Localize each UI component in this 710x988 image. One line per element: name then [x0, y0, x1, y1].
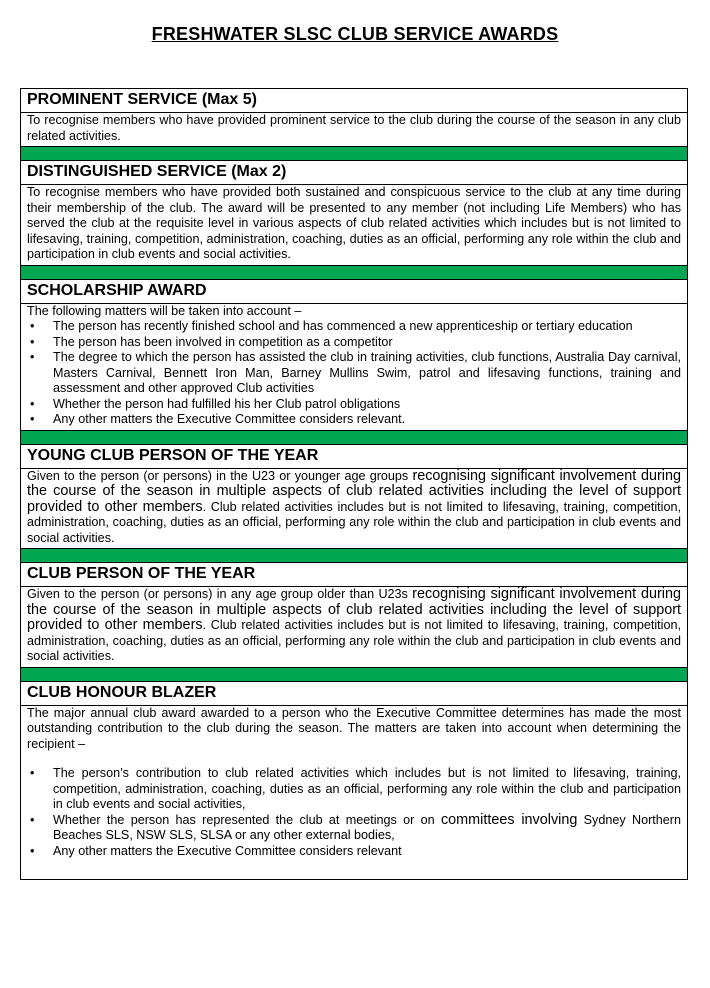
bullet-icon: • [30, 350, 35, 364]
text-run: . Club related activities includes but is not limited to lifesaving, training, competition, administration, coaching, duties as an official, performing any role within the club and participation in club events and social activities. [27, 499, 681, 545]
scholarship-bullet-list [27, 319, 681, 428]
section-body-blazer [21, 705, 688, 880]
spacer [27, 752, 681, 766]
bullet-icon: • [30, 766, 35, 780]
section-heading-club-person: CLUB PERSON OF THE YEAR [21, 563, 688, 587]
list-item [27, 844, 681, 860]
bullet-icon: • [30, 396, 35, 411]
green-separator [21, 265, 688, 279]
list-item [27, 397, 681, 413]
scholarship-intro: The following matters will be taken into account – [27, 303, 302, 318]
section-body-distinguished [21, 185, 688, 266]
bullet-text: The degree to which the person has assisted the club in training activities, club functions, Australia Day carnival, Masters Carnival, Bennett Iron Man, Barney Mullins Swim, patrol and lifesaving functions, training and assessment and other approved Club activities [53, 350, 681, 395]
bullet-icon: • [30, 334, 35, 349]
distinguished-text: To recognise members who have provided both sustained and conspicuous service to the club at any time during their membership of the club. The award will be presented to any member (not including Life Members) who has served the club at the requisite level in various aspects of club related activities which includes but is not limited to lifesaving, training, competition, administration, coaching, duties as an official, performing any role within the club and participation in club events and social activities. [27, 185, 681, 261]
list-item [27, 335, 681, 351]
bullet-icon: • [30, 843, 35, 858]
bullet-text: Any other matters the Executive Committee considers relevant. [53, 412, 406, 426]
bullet-icon: • [30, 319, 35, 333]
section-body-club-person [21, 587, 688, 668]
green-separator [21, 147, 688, 161]
text-run: Given to the person (or persons) in any age group older than U23s [27, 587, 413, 601]
section-heading-young-person: YOUNG CLUB PERSON OF THE YEAR [21, 444, 688, 468]
list-item [27, 766, 681, 813]
bullet-text: Any other matters the Executive Committee considers relevant [53, 843, 402, 858]
young-person-text [27, 469, 681, 547]
bullet-icon: • [30, 812, 35, 827]
section-heading-distinguished: DISTINGUISHED SERVICE (Max 2) [21, 161, 688, 185]
bullet-text: Whether the person had fulfilled his her Club patrol obligations [53, 396, 401, 411]
bullet-text: The person has been involved in competition as a competitor [53, 334, 393, 349]
text-run-large: recognising significant involvement during the course of the season in multiple aspects of club related activities including the level of support provided to other members [27, 467, 682, 515]
section-heading-blazer: CLUB HONOUR BLAZER [21, 681, 688, 705]
section-body-prominent [21, 113, 688, 147]
section-heading-prominent: PROMINENT SERVICE (Max 5) [21, 89, 688, 113]
bullet-text: The person has recently finished school and has commenced a new apprenticeship or tertiary education [53, 319, 633, 333]
awards-table [20, 88, 688, 880]
green-separator [21, 667, 688, 681]
text-run-large: committees involving [440, 811, 578, 828]
green-separator [21, 549, 688, 563]
list-item [27, 412, 681, 428]
list-item [27, 813, 681, 844]
list-item [27, 319, 681, 335]
list-item [27, 350, 681, 397]
text-run: . Club related activities includes but is not limited to lifesaving, training, competition, administration, coaching, duties as an official, performing any role within the club and participation in club events and social activities. [27, 618, 681, 663]
bullet-text: Sydney Northern Beaches SLS, NSW SLS, SLSA or any other external bodies, [53, 812, 681, 842]
text-run: Given to the person (or persons) in the U23 or younger age groups [27, 468, 413, 483]
bullet-text: The person’s contribution to club related activities which includes but is not limited to lifesaving, training, competition, administration, coaching, duties as an official, performing any role within the club and participation in club events and social activities, [53, 766, 681, 811]
section-body-scholarship [21, 303, 688, 430]
section-body-young-person [21, 468, 688, 549]
document-title: FRESHWATER SLSC CLUB SERVICE AWARDS [151, 24, 559, 44]
bullet-icon: • [30, 412, 35, 426]
green-separator [21, 430, 688, 444]
blazer-intro: The major annual club award awarded to a person who the Executive Committee determines has made the most outstanding contribution to the club during the season. The matters are taken into account when determining the recipient – [27, 705, 681, 751]
text-run-large: recognising significant involvement during the course of the season in multiple aspects of club related activities including the level of support provided to other members [27, 586, 681, 633]
prominent-text: To recognise members who have provided prominent service to the club during the course of the season in any club related activities. [27, 113, 681, 143]
spacer [27, 859, 681, 877]
section-heading-scholarship: SCHOLARSHIP AWARD [21, 279, 688, 303]
bullet-text: Whether the person has represented the club at meetings or on [53, 812, 441, 827]
blazer-bullet-list [27, 766, 681, 859]
club-person-text [27, 587, 681, 665]
